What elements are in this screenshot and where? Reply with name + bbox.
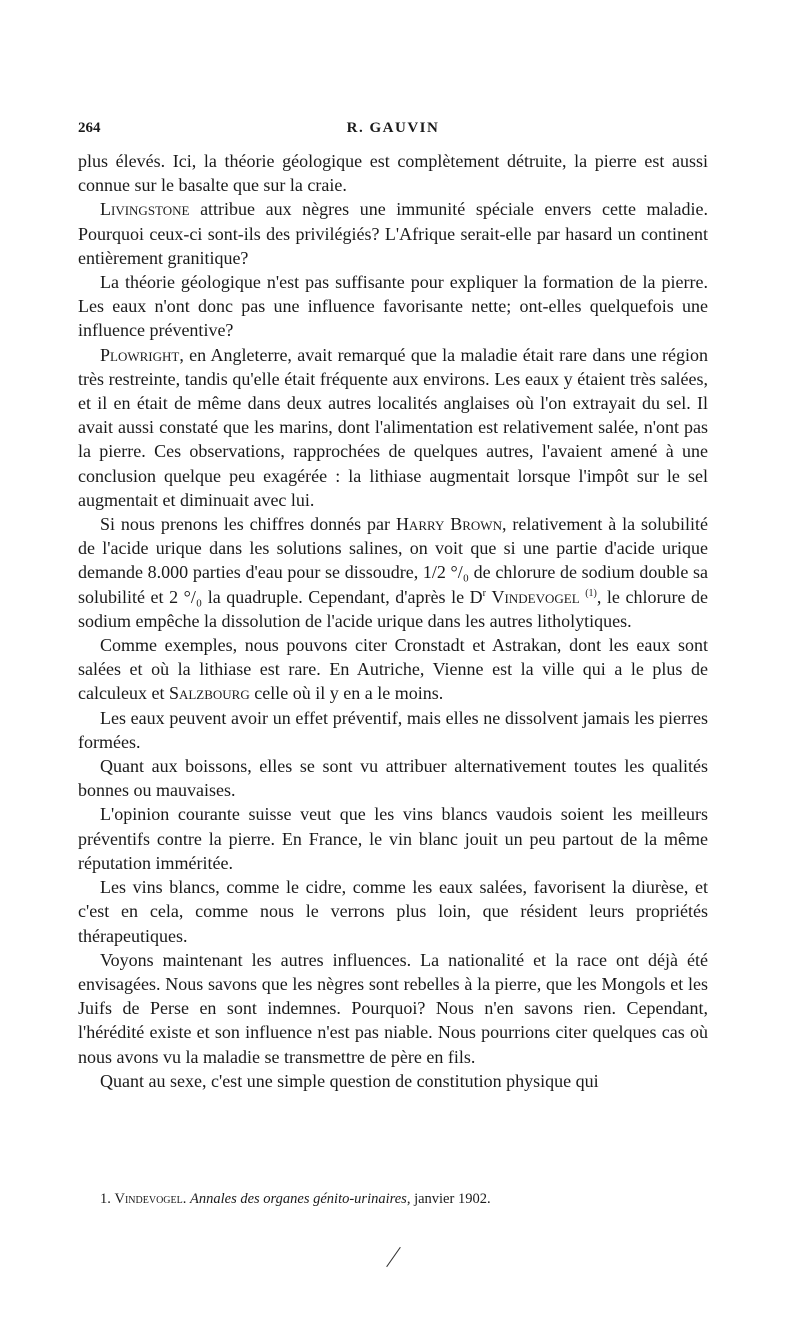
- footnote: 1. Vindevogel. Annales des organes génito-urinaires, janvier 1902.: [100, 1191, 491, 1207]
- footnote-title: Annales des organes génito-urinaires: [190, 1191, 407, 1207]
- paragraph-11: Voyons maintenant les autres influences. La nationalité et la race ont déjà été envisagées. Nous savons que les nègres sont rebelles à la pierre, que les Mongols et les Juifs de Perse en sont indemnes. Pourquoi? Nous n'en savons rien. Cependant, l'hérédité existe et son influence n'est pas niable. Nous pourrions citer quelques cas où nous avons vu la maladie se transmettre de père en fils.: [78, 949, 708, 1067]
- place-name: Salzbourg: [168, 683, 250, 704]
- body-text: [78, 149, 708, 1093]
- paragraph-8: Quant aux boissons, elles se sont vu attribuer alternativement toutes les qualités bonnes ou mauvaises.: [78, 756, 708, 801]
- author-name: Plowright: [100, 344, 180, 365]
- paragraph-4: Plowright, en Angleterre, avait remarqué que la maladie était rare dans une région très restreinte, tandis qu'elle était fréquente aux environs. Les eaux y étaient très salées, et il en était de même dans deux autres localités anglaises où l'on extrayait du sel. Il avait aussi constaté que les marins, dont l'alimentation est relativement salée, n'ont pas la pierre. Ces observations, rapprochées de quelques autres, l'avaient amené à une conclusion quelque peu exagérée : la lithiase augmentait lorsque l'impôt sur le sel augmentait et diminuait avec lui.: [78, 344, 708, 510]
- footnote-date: , janvier 1902.: [406, 1191, 491, 1207]
- author-name: Vindevogel: [491, 586, 580, 607]
- footnote-ref: (1): [585, 587, 597, 599]
- paragraph-5: Si nous prenons les chiffres donnés par Harry Brown, relativement à la solubilité de l'acide urique dans les solutions salines, on voit que si une partie d'acide urique demande 8.000 parties d'eau pour se dissoudre, 1/2 °/₀ de chlorure de sodium double sa solubilité et 2 °/₀ la quadruple. Cependant, d'après le $D^r$ Vindevogel $^{(1)}$, le chlorure de sodium empêche la dissolution de l'acide urique dans les autres litholytiques.: [78, 514, 709, 631]
- page-header: [78, 120, 708, 140]
- paragraph-6: Comme exemples, nous pouvons citer Cronstadt et Astrakan, dont les eaux sont salées et où la lithiase est rare. En Autriche, Vienne est la ville qui a le plus de calculeux et Salzbourg celle où il y en a le moins.: [78, 635, 708, 704]
- paragraph-2: Livingstone attribue aux nègres une immunité spéciale envers cette maladie. Pourquoi ceux-ci sont-ils des privilégiés? L'Afrique serait-elle par hasard un continent entièrement granitique?: [78, 199, 708, 268]
- paragraph-10: Les vins blancs, comme le cidre, comme les eaux salées, favorisent la diurèse, et c'est en cela, comme nous le verrons plus loin, que résident leurs propriétés thérapeutiques.: [78, 877, 708, 946]
- running-title: R. GAUVIN: [346, 120, 440, 136]
- footnote-number: 1.: [100, 1191, 111, 1207]
- footnote-author: Vindevogel: [114, 1191, 183, 1207]
- page-number: 264: [78, 120, 101, 136]
- author-name: Harry Brown: [395, 514, 502, 535]
- paragraph-9: L'opinion courante suisse veut que les vins blancs vaudois soient les meilleurs préventifs contre la pierre. En France, le vin blanc jouit un peu partout de la même réputation imméritée.: [78, 804, 708, 873]
- paragraph-3: La théorie géologique n'est pas suffisante pour expliquer la formation de la pierre. Les eaux n'ont donc pas une influence favorisante nette; ont-elles quelquefois une influence préventive?: [78, 272, 708, 341]
- author-name: Livingstone: [100, 199, 190, 220]
- paragraph-7: Les eaux peuvent avoir un effet préventif, mais elles ne dissolvent jamais les pierres formées.: [78, 707, 708, 752]
- paragraph-12: Quant au sexe, c'est une simple question de constitution physique qui: [100, 1070, 599, 1091]
- stray-pen-mark: [386, 1247, 401, 1267]
- paragraph-1: plus élevés. Ici, la théorie géologique est complètement détruite, la pierre est aussi connue sur le basalte que sur la craie.: [78, 151, 708, 196]
